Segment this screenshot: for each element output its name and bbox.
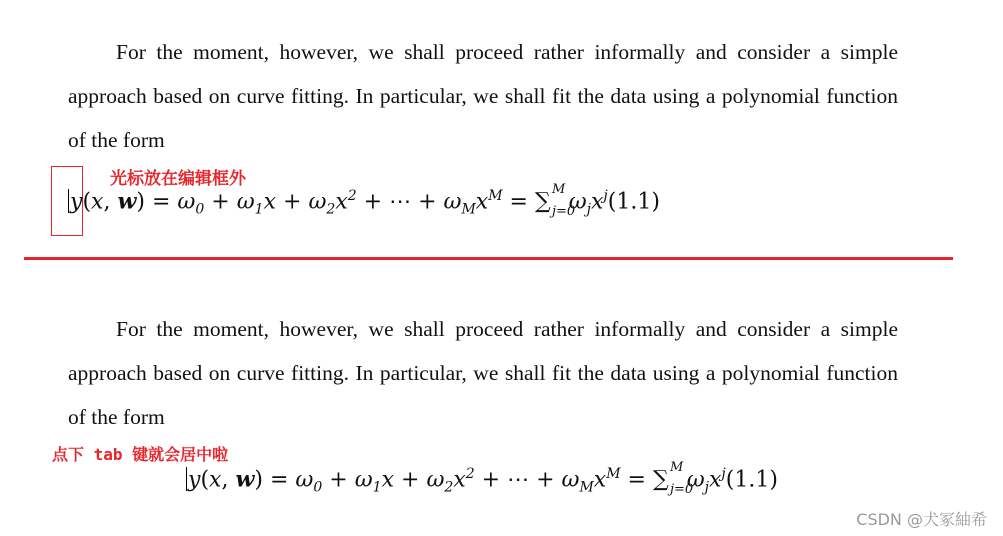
eq-plus: +	[322, 467, 355, 493]
eq-sub: 0	[195, 201, 205, 218]
eq-sub: 1	[372, 479, 382, 496]
annotation-bottom: 点下 tab 键就会居中啦	[52, 445, 229, 464]
eq-plus: +	[529, 467, 562, 493]
eq-omega: ω	[295, 467, 314, 493]
eq-sum-upper: M	[669, 460, 684, 476]
eq-omega: ω	[686, 467, 705, 493]
eq-x: x	[453, 467, 466, 493]
text-cursor	[68, 189, 69, 213]
eq-dots: ⋯	[389, 189, 412, 215]
paragraph-bottom	[68, 307, 898, 439]
eq-x: x	[91, 189, 104, 215]
eq-sup: 2	[465, 466, 475, 482]
eq-omega: ω	[561, 467, 580, 493]
eq-lhs: y	[188, 467, 201, 493]
eq-sub: 2	[444, 479, 454, 496]
paragraph-top	[68, 30, 898, 162]
eq-paren-close: )	[254, 467, 263, 493]
eq-comma: ,	[221, 467, 236, 493]
eq-sum	[534, 182, 576, 220]
eq-number: (1.1)	[725, 467, 778, 493]
eq-equals: =	[263, 467, 296, 493]
eq-x: x	[381, 467, 395, 493]
eq-omega: ω	[568, 189, 587, 215]
paragraph-top-text: For the moment, however, we shall proceed rather informally and consider a simple approach based on curve fitting. In particular, we shall fit the data using a polynomial function of the form	[68, 40, 898, 152]
equation-top	[68, 182, 660, 220]
eq-paren-open: (	[200, 467, 210, 493]
eq-dots: ⋯	[507, 467, 530, 493]
eq-sup: j	[603, 188, 608, 204]
eq-sup: M	[606, 466, 621, 482]
eq-sum-sign: ∑	[534, 189, 551, 215]
eq-plus: +	[411, 189, 444, 215]
equation-bottom	[186, 460, 778, 498]
eq-x: x	[709, 467, 722, 493]
eq-omega: ω	[308, 189, 327, 215]
eq-omega: ω	[426, 467, 445, 493]
eq-omega: ω	[236, 189, 255, 215]
eq-equals: =	[502, 189, 535, 215]
eq-plus: +	[204, 189, 237, 215]
eq-omega: ω	[354, 467, 373, 493]
eq-lhs: y	[70, 189, 83, 215]
eq-sum-lower: j=0	[669, 482, 694, 498]
eq-sum	[652, 460, 694, 498]
eq-x: x	[593, 467, 607, 493]
eq-sup: j	[721, 466, 726, 482]
eq-plus: +	[356, 189, 390, 215]
eq-x: x	[209, 467, 222, 493]
eq-sub: M	[579, 479, 594, 496]
eq-number: (1.1)	[607, 189, 660, 215]
eq-sub: 1	[254, 201, 264, 218]
eq-plus: +	[394, 467, 427, 493]
eq-sub: j	[586, 201, 591, 218]
eq-x: x	[475, 189, 489, 215]
eq-x: x	[335, 189, 348, 215]
eq-x: x	[263, 189, 277, 215]
eq-equals: =	[145, 189, 178, 215]
eq-omega: ω	[443, 189, 462, 215]
eq-paren-close: )	[136, 189, 145, 215]
text-cursor	[186, 467, 187, 491]
eq-sum-sign: ∑	[652, 467, 669, 493]
eq-paren-open: (	[82, 189, 92, 215]
eq-sub: 0	[313, 479, 323, 496]
eq-sub: 2	[326, 201, 336, 218]
eq-sub: M	[461, 201, 476, 218]
eq-plus: +	[474, 467, 508, 493]
watermark: CSDN @犬冢紬希	[856, 510, 987, 529]
eq-omega: ω	[177, 189, 196, 215]
eq-equals: =	[620, 467, 653, 493]
eq-sup: M	[488, 188, 503, 204]
eq-plus: +	[276, 189, 309, 215]
eq-w: w	[117, 188, 137, 215]
eq-w: w	[235, 466, 255, 493]
eq-sum-lower: j=0	[551, 204, 576, 220]
eq-sup: 2	[347, 188, 357, 204]
section-divider	[24, 257, 953, 260]
eq-comma: ,	[103, 189, 118, 215]
annotation-top: 光标放在编辑框外	[110, 169, 246, 189]
eq-x: x	[591, 189, 604, 215]
paragraph-bottom-text: For the moment, however, we shall proceed rather informally and consider a simple approach based on curve fitting. In particular, we shall fit the data using a polynomial function of the form	[68, 317, 898, 429]
eq-sum-upper: M	[551, 182, 566, 198]
eq-sub: j	[704, 479, 709, 496]
